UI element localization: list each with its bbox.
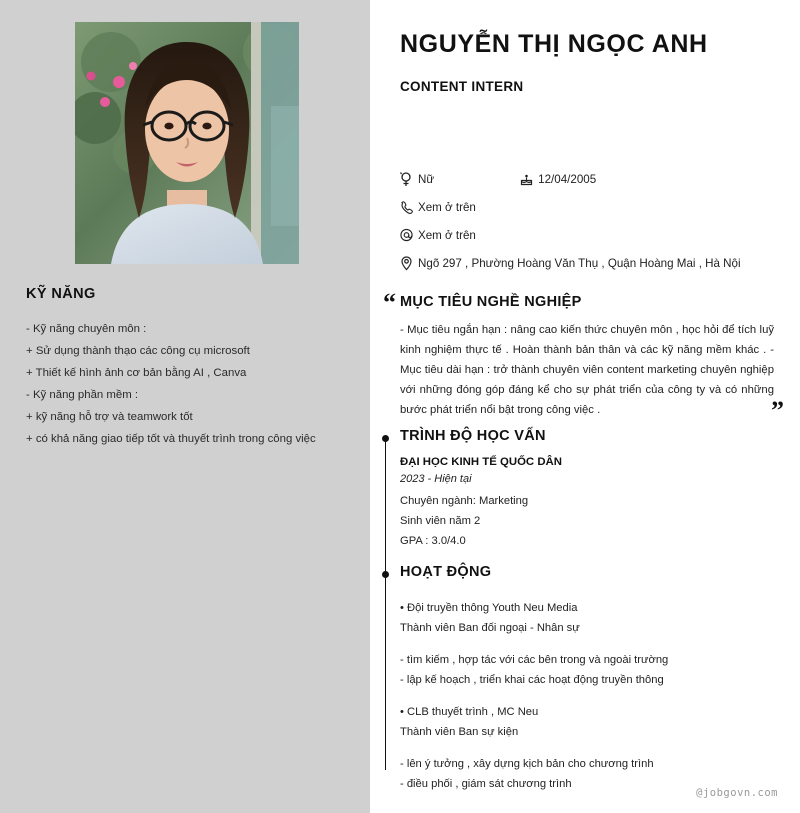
activity-item: - tìm kiếm , hợp tác với các bên trong và ngoài trường [400,654,669,666]
skills-title: KỸ NĂNG [26,286,96,302]
activity-item: Thành viên Ban sự kiện [400,726,519,738]
gender-value: Nữ [418,173,435,186]
skill-item: + kỹ năng hỗ trợ và teamwork tốt [26,411,193,423]
activity-item: - điều phối , giám sát chương trình [400,778,572,790]
contact-row-email [400,228,800,246]
education-title: TRÌNH ĐỘ HỌC VẤN [400,428,546,444]
education-detail: Sinh viên năm 2 [400,515,481,527]
activity-item: - lên ý tưởng , xây dựng kịch bản cho chương trình [400,758,654,770]
skill-item: - Kỹ năng phần mềm : [26,389,139,401]
timeline-dot-icon [382,435,389,442]
timeline-line [385,440,386,770]
timeline-dot-icon [382,571,389,578]
skills-section [26,286,346,450]
activity-item: Thành viên Ban đối ngoại - Nhân sự [400,622,580,634]
sidebar [0,0,370,813]
cake-icon [520,172,538,186]
education-detail: GPA : 3.0/4.0 [400,535,466,547]
skill-item: + Thiết kế hình ảnh cơ bản bằng AI , Canva [26,367,247,379]
skill-item: + Sử dụng thành thạo các công cụ microsoft [26,345,250,357]
phone-value: Xem ở trên [418,201,476,214]
address-value: Ngõ 297 , Phường Hoàng Văn Thụ , Quận Hoàng Mai , Hà Nội [418,257,741,270]
email-value: Xem ở trên [418,229,476,242]
phone-icon [400,200,418,214]
skill-item: + có khả năng giao tiếp tốt và thuyết trình trong công việc [26,433,316,445]
quote-open-icon: “ [383,288,396,317]
education-years: 2023 - Hiện tại [400,473,472,485]
activity-gap [400,742,800,754]
activity-item: • Đội truyền thông Youth Neu Media [400,602,578,614]
education-detail: Chuyên ngành: Marketing [400,495,529,507]
activity-gap [400,690,800,702]
education-school: ĐẠI HỌC KINH TẾ QUỐC DÂN [400,456,562,468]
location-icon [400,256,418,271]
quote-close-icon: ” [771,396,784,425]
gender-icon [400,172,418,187]
activity-item: - lập kế hoạch , triển khai các hoạt động truyền thông [400,674,664,686]
avatar [75,22,299,264]
objective-body: - Mục tiêu ngắn hạn : nâng cao kiến thức chuyên môn , học hỏi để tích luỹ kinh nghiệm thực tế . Hoàn thành bản thân và các kỹ năng mềm khác . - Mục tiêu dài hạn : trở thành chuyên viên content marketing chuyên nghiệp với những đóng góp đáng kể cho sự phát triển của công ty và có những bước phát triển nổi bật trong công việc . [400,324,774,416]
contact-block [400,172,800,284]
activity-section [400,564,800,794]
email-icon [400,228,418,242]
page-title: NGUYỄN THỊ NGỌC ANH [400,30,708,58]
contact-row-address [400,256,800,274]
activity-gap [400,638,800,650]
education-section [400,428,800,551]
contact-row-phone [400,200,800,218]
activity-item: • CLB thuyết trình , MC Neu [400,706,539,718]
main-content [370,0,800,813]
watermark: @jobgovn.com [696,787,778,799]
skill-item: - Kỹ năng chuyên môn : [26,323,147,335]
job-title: CONTENT INTERN [400,79,524,94]
birthday-value: 12/04/2005 [538,173,597,186]
objective-section [383,288,800,425]
contact-row-gender-birthday [400,172,800,190]
objective-title: MỤC TIÊU NGHỀ NGHIỆP [400,294,582,310]
portrait-photo-icon [75,22,299,264]
activity-title: HOẠT ĐỘNG [400,564,492,580]
